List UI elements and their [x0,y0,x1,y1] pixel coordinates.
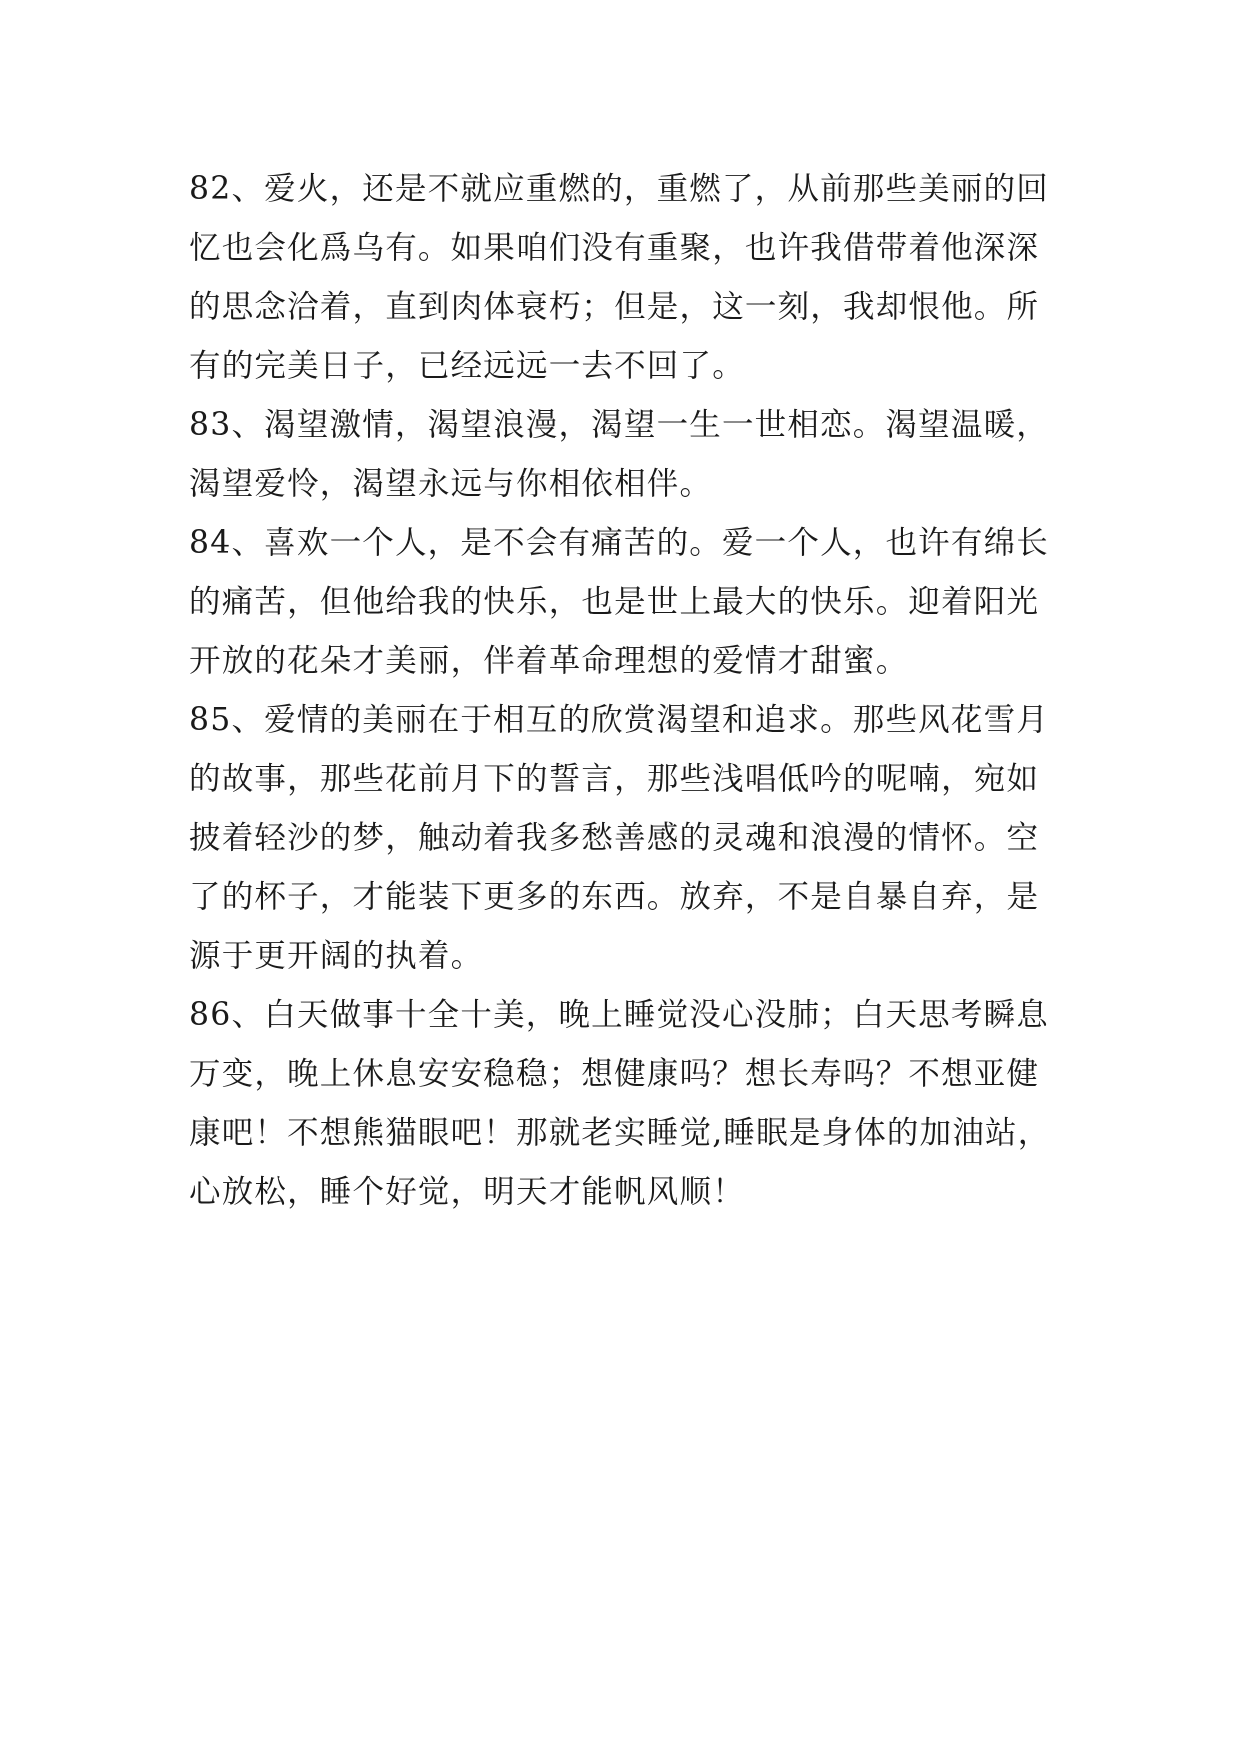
document-body [189,160,1069,1222]
text-line: 83、渴望激情，渴望浪漫，渴望一生一世相恋。渴望温暖， [189,407,1049,443]
text-line: 披着轻沙的梦，触动着我多愁善感的灵魂和浪漫的情怀。空 [189,820,1040,856]
text-line: 源于更开阔的执着。 [189,938,484,974]
text-line: 的痛苦，但他给我的快乐，也是世上最大的快乐。迎着阳光 [189,584,1040,620]
text-line: 康吧！不想熊猫眼吧！那就老实睡觉,睡眠是身体的加油站， [189,1115,1051,1151]
text-line: 开放的花朵才美丽，伴着革命理想的爱情才甜蜜。 [189,643,909,679]
paragraph-82 [189,160,1069,396]
text-line: 渴望爱怜，渴望永远与你相依相伴。 [189,466,713,502]
text-line: 有的完美日子，已经远远一去不回了。 [189,348,745,384]
text-line: 心放松，睡个好觉，明天才能帆风顺！ [189,1174,745,1210]
paragraph-83 [189,396,1069,514]
text-line: 85、爱情的美丽在于相互的欣赏渴望和追求。那些风花雪月 [189,702,1049,738]
paragraph-86 [189,986,1069,1222]
text-line: 忆也会化爲乌有。如果咱们没有重聚，也许我借带着他深深 [189,230,1040,266]
text-line: 的思念洽着，直到肉体衰朽；但是，这一刻，我却恨他。所 [189,289,1040,325]
text-line: 万变，晚上休息安安稳稳；想健康吗？想长寿吗？不想亚健 [189,1056,1040,1092]
text-line: 了的杯子，才能装下更多的东西。放弃，不是自暴自弃，是 [189,879,1040,915]
text-line: 86、白天做事十全十美，晚上睡觉没心没肺；白天思考瞬息 [189,997,1049,1033]
paragraph-84 [189,514,1069,691]
paragraph-85 [189,691,1069,986]
text-line: 84、喜欢一个人，是不会有痛苦的。爱一个人，也许有绵长 [189,525,1049,561]
text-line: 的故事，那些花前月下的誓言，那些浅唱低吟的呢喃，宛如 [189,761,1040,797]
text-line: 82、爱火，还是不就应重燃的，重燃了，从前那些美丽的回 [189,171,1049,207]
